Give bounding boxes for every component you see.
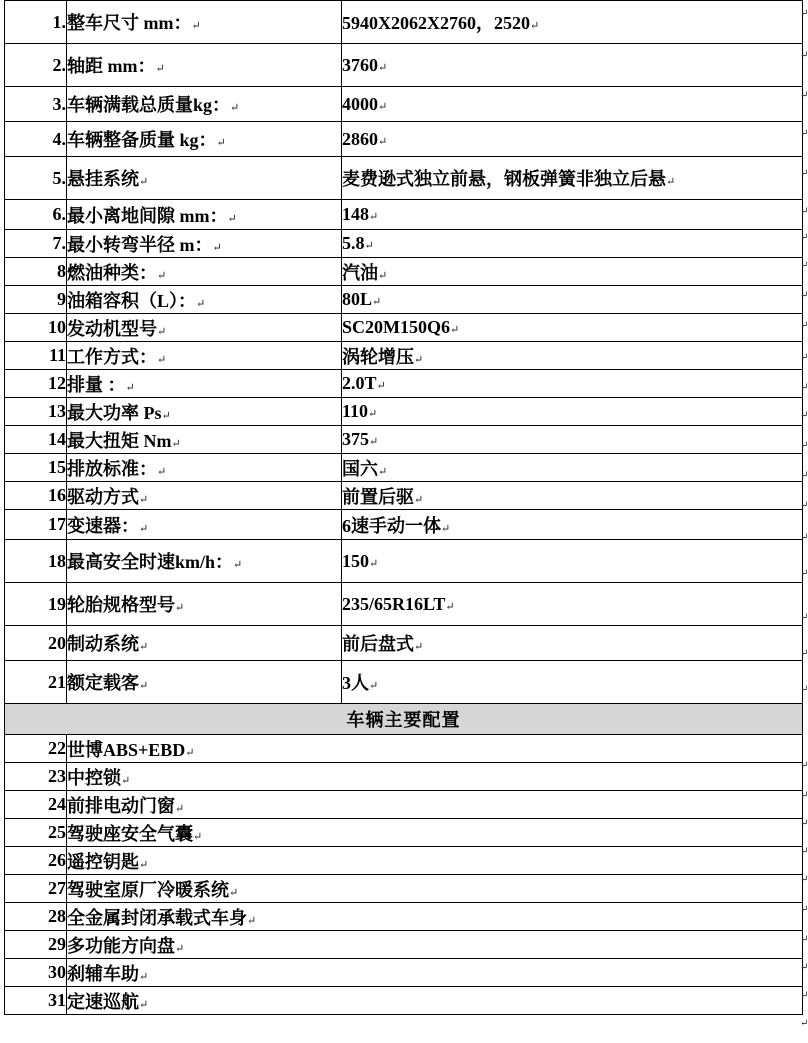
spec-value-text: 150 — [342, 550, 369, 571]
config-row-label — [67, 875, 803, 903]
paragraph-mark-icon: ↵ — [196, 297, 206, 310]
spec-row-label — [67, 510, 342, 540]
vehicle-spec-table — [4, 0, 803, 704]
paragraph-mark-icon: ↵ — [233, 559, 243, 571]
paragraph-mark-icon: ↵ — [800, 760, 808, 771]
spec-row-value — [342, 1, 803, 44]
spec-row-number: 8 — [5, 258, 67, 286]
paragraph-mark-icon: ↵ — [161, 409, 171, 422]
table-row — [5, 583, 803, 626]
table-row — [5, 482, 803, 510]
spec-row-number: 14 — [5, 426, 67, 454]
table-row — [5, 230, 803, 258]
paragraph-mark-icon: ↵ — [800, 790, 808, 801]
paragraph-mark-icon: ↵ — [800, 90, 808, 101]
paragraph-mark-icon: ↵ — [121, 774, 131, 787]
spec-row-value — [342, 426, 803, 454]
paragraph-mark-icon: ↵ — [139, 641, 149, 653]
paragraph-mark-icon: ↵ — [139, 522, 149, 535]
spec-row-label — [67, 314, 342, 342]
paragraph-mark-icon: ↵ — [441, 522, 451, 535]
paragraph-mark-icon: ↵ — [378, 269, 388, 282]
config-row-number: 26 — [5, 847, 67, 875]
config-row-label — [67, 763, 803, 791]
spec-value-text: 2860 — [342, 128, 378, 149]
spec-row-label — [67, 370, 342, 398]
spec-row-label — [67, 398, 342, 426]
spec-label-text: 轴距 mm： — [67, 56, 156, 76]
spec-label-text: 额定载客 — [67, 673, 139, 693]
paragraph-mark-icon: ↵ — [378, 465, 388, 478]
spec-value-text: 110 — [342, 401, 369, 421]
paragraph-mark-icon: ↵ — [157, 353, 167, 366]
spec-value-text: 汽油 — [342, 262, 378, 283]
spec-value-text: 6速手动一体 — [342, 515, 441, 536]
paragraph-mark-icon: ↵ — [175, 942, 185, 955]
table-row — [5, 157, 803, 200]
config-row-label — [67, 735, 803, 763]
config-row-number: 27 — [5, 875, 67, 903]
spec-row-number: 18 — [5, 540, 67, 583]
spec-row-number: 2. — [5, 44, 67, 87]
paragraph-mark-icon: ↵ — [800, 260, 808, 271]
paragraph-mark-icon: ↵ — [139, 176, 149, 188]
paragraph-mark-icon: ↵ — [800, 648, 808, 659]
config-label-text: 遥控钥匙 — [67, 851, 139, 872]
spec-row-label — [67, 583, 342, 626]
table-row — [5, 763, 803, 791]
table-row — [5, 44, 803, 87]
paragraph-mark-icon: ↵ — [364, 240, 374, 252]
spec-label-text: 发动机型号 — [67, 318, 157, 339]
spec-value-text: SC20M150Q6 — [342, 317, 450, 337]
paragraph-mark-icon: ↵ — [800, 290, 808, 301]
config-row-label — [67, 847, 803, 875]
paragraph-mark-icon: ↵ — [800, 470, 808, 481]
paragraph-mark-icon: ↵ — [800, 352, 808, 363]
paragraph-mark-icon: ↵ — [800, 410, 808, 421]
table-row — [5, 791, 803, 819]
spec-row-number: 19 — [5, 583, 67, 626]
config-row-number: 28 — [5, 903, 67, 931]
paragraph-mark-icon: ↵ — [800, 168, 808, 179]
spec-value-text: 5.8 — [342, 233, 365, 253]
paragraph-mark-icon: ↵ — [369, 557, 379, 570]
config-label-text: 中控锁 — [67, 767, 121, 788]
paragraph-mark-icon: ↵ — [229, 886, 239, 899]
spec-label-text: 最高安全时速km/h： — [67, 552, 234, 572]
paragraph-mark-icon: ↵ — [175, 802, 185, 815]
paragraph-mark-icon: ↵ — [530, 20, 540, 32]
paragraph-mark-icon: ↵ — [800, 846, 808, 857]
spec-label-text: 悬挂系统 — [67, 169, 139, 189]
paragraph-mark-icon: ↵ — [175, 602, 185, 614]
spec-label-text: 油箱容积（L）： — [67, 290, 197, 311]
paragraph-mark-icon: ↵ — [800, 1018, 808, 1029]
paragraph-mark-icon: ↵ — [216, 137, 226, 149]
paragraph-mark-icon: ↵ — [191, 20, 201, 32]
spec-row-label — [67, 454, 342, 482]
paragraph-mark-icon: ↵ — [157, 465, 167, 478]
config-row-number: 29 — [5, 931, 67, 959]
table-row — [5, 931, 803, 959]
spec-label-text: 车辆满载总质量kg： — [67, 95, 231, 115]
paragraph-mark-icon: ↵ — [414, 641, 424, 653]
paragraph-mark-icon: ↵ — [800, 128, 808, 139]
config-row-label — [67, 959, 803, 987]
config-row-number: 24 — [5, 791, 67, 819]
spec-row-value — [342, 87, 803, 122]
paragraph-mark-icon: ↵ — [800, 934, 808, 945]
spec-row-number: 12 — [5, 370, 67, 398]
spec-row-value — [342, 540, 803, 583]
spec-row-value — [342, 583, 803, 626]
spec-row-value — [342, 157, 803, 200]
config-label-text: 刹辅车助 — [67, 963, 139, 984]
spec-label-text: 整车尺寸 mm： — [67, 13, 192, 33]
table-row — [5, 286, 803, 314]
table-row — [5, 454, 803, 482]
config-label-text: 全金属封闭承载式车身 — [67, 907, 247, 928]
paragraph-mark-icon: ↵ — [800, 532, 808, 543]
paragraph-mark-icon: ↵ — [800, 612, 808, 623]
spec-label-text: 最小转弯半径 m： — [67, 234, 213, 255]
paragraph-mark-icon: ↵ — [230, 102, 240, 114]
spec-row-number: 4. — [5, 122, 67, 157]
config-row-number: 31 — [5, 987, 67, 1015]
paragraph-mark-icon: ↵ — [800, 320, 808, 331]
paragraph-mark-icon: ↵ — [193, 830, 203, 843]
paragraph-mark-icon: ↵ — [378, 135, 388, 148]
spec-value-text: 375 — [342, 429, 369, 449]
spec-value-text: 148 — [342, 204, 369, 224]
paragraph-mark-icon: ↵ — [800, 874, 808, 885]
paragraph-mark-icon: ↵ — [139, 858, 149, 871]
paragraph-mark-icon: ↵ — [125, 381, 135, 394]
paragraph-mark-icon: ↵ — [139, 970, 149, 983]
spec-value-text: 前后盘式 — [342, 634, 414, 654]
spec-row-value — [342, 314, 803, 342]
paragraph-mark-icon: ↵ — [368, 408, 378, 420]
paragraph-mark-icon: ↵ — [445, 600, 455, 613]
paragraph-mark-icon: ↵ — [800, 990, 808, 1001]
spec-row-number: 15 — [5, 454, 67, 482]
paragraph-mark-icon: ↵ — [227, 212, 237, 225]
table-row — [5, 1, 803, 44]
spec-label-text: 轮胎规格型号 — [67, 595, 175, 615]
spec-row-label — [67, 157, 342, 200]
spec-value-text: 5940X2062X2760，2520 — [342, 13, 530, 33]
table-row — [5, 342, 803, 370]
table-row — [5, 735, 803, 763]
config-row-label — [67, 931, 803, 959]
spec-label-text: 排放标准： — [67, 458, 157, 479]
spec-row-label — [67, 626, 342, 661]
spec-row-label — [67, 87, 342, 122]
config-row-number: 23 — [5, 763, 67, 791]
paragraph-mark-icon: ↵ — [414, 353, 424, 366]
config-row-label — [67, 791, 803, 819]
spec-row-value — [342, 258, 803, 286]
spec-value-text: 2.0T — [342, 373, 377, 393]
spec-row-label — [67, 44, 342, 87]
table-row — [5, 510, 803, 540]
spec-row-label — [67, 342, 342, 370]
paragraph-mark-icon: ↵ — [378, 61, 388, 74]
spec-label-text: 工作方式： — [67, 346, 157, 367]
spec-row-number: 17 — [5, 510, 67, 540]
table-row — [5, 370, 803, 398]
spec-row-label — [67, 200, 342, 230]
spec-row-value — [342, 370, 803, 398]
spec-label-text: 驱动方式 — [67, 486, 139, 507]
paragraph-mark-icon: ↵ — [139, 998, 149, 1011]
paragraph-mark-icon: ↵ — [800, 232, 808, 243]
paragraph-mark-icon: ↵ — [185, 746, 195, 759]
paragraph-mark-icon: ↵ — [800, 500, 808, 511]
table-row — [5, 258, 803, 286]
table-row — [5, 987, 803, 1015]
paragraph-mark-icon: ↵ — [155, 63, 165, 75]
config-row-label — [67, 819, 803, 847]
spec-row-value — [342, 482, 803, 510]
spec-row-number: 11 — [5, 342, 67, 370]
paragraph-mark-icon: ↵ — [800, 568, 808, 579]
spec-row-label — [67, 661, 342, 704]
spec-label-text: 车辆整备质量 kg： — [67, 130, 217, 150]
spec-row-value — [342, 626, 803, 661]
spec-row-label — [67, 230, 342, 258]
config-row-number: 22 — [5, 735, 67, 763]
spec-row-value — [342, 122, 803, 157]
spec-row-number: 6. — [5, 200, 67, 230]
paragraph-mark-icon: ↵ — [666, 176, 676, 188]
spec-row-label — [67, 540, 342, 583]
config-row-label — [67, 987, 803, 1015]
config-label-text: 驾驶座安全气囊 — [67, 823, 193, 844]
config-section-title: 车辆主要配置 — [5, 704, 803, 735]
paragraph-mark-icon: ↵ — [139, 680, 149, 692]
spec-value-text: 3人 — [342, 673, 369, 693]
spec-row-value — [342, 398, 803, 426]
spec-row-number: 9 — [5, 286, 67, 314]
paragraph-mark-icon: ↵ — [800, 8, 808, 19]
table-row — [5, 200, 803, 230]
config-label-text: 驾驶室原厂冷暖系统 — [67, 879, 229, 900]
spec-value-text: 235/65R16LT — [342, 593, 446, 614]
spec-value-text: 3760 — [342, 54, 378, 75]
spec-row-label — [67, 258, 342, 286]
paragraph-mark-icon: ↵ — [157, 325, 167, 338]
spec-row-number: 5. — [5, 157, 67, 200]
spec-row-label — [67, 426, 342, 454]
config-row-label — [67, 903, 803, 931]
spec-row-label — [67, 1, 342, 44]
spec-row-label — [67, 286, 342, 314]
paragraph-mark-icon: ↵ — [800, 50, 808, 61]
paragraph-mark-icon: ↵ — [800, 684, 808, 695]
spec-row-value — [342, 661, 803, 704]
paragraph-mark-icon: ↵ — [414, 493, 424, 506]
spec-row-label — [67, 482, 342, 510]
paragraph-mark-icon: ↵ — [212, 241, 222, 254]
spec-value-text: 4000 — [342, 93, 378, 114]
spec-row-value — [342, 454, 803, 482]
spec-rows-body — [5, 1, 803, 704]
spec-row-number: 16 — [5, 482, 67, 510]
spec-label-text: 燃油种类： — [67, 262, 157, 283]
spec-label-text: 制动系统 — [67, 634, 139, 654]
paragraph-mark-icon: ↵ — [372, 296, 382, 308]
table-row — [5, 875, 803, 903]
paragraph-mark-icon: ↵ — [157, 269, 167, 282]
table-row — [5, 426, 803, 454]
spec-row-number: 1. — [5, 1, 67, 44]
spec-label-text: 最小离地间隙 mm： — [67, 205, 228, 226]
spec-row-number: 21 — [5, 661, 67, 704]
paragraph-mark-icon: ↵ — [800, 382, 808, 393]
spec-row-number: 13 — [5, 398, 67, 426]
spec-label-text: 最大扭矩 Nm — [67, 430, 172, 451]
spec-value-text: 前置后驱 — [342, 486, 414, 507]
spec-value-text: 麦费逊式独立前悬，钢板弹簧非独立后悬 — [342, 169, 666, 189]
paragraph-mark-icon: ↵ — [800, 962, 808, 973]
config-label-text: 前排电动门窗 — [67, 795, 175, 816]
table-row — [5, 959, 803, 987]
spec-value-text: 80L — [342, 289, 373, 309]
spec-label-text: 最大功率 Ps — [67, 402, 162, 423]
spec-row-value — [342, 230, 803, 258]
vehicle-config-table — [4, 703, 803, 1015]
table-row — [5, 847, 803, 875]
spec-row-value — [342, 510, 803, 540]
table-row — [5, 87, 803, 122]
config-row-number: 30 — [5, 959, 67, 987]
config-label-text: 定速巡航 — [67, 991, 139, 1012]
spec-row-label — [67, 122, 342, 157]
paragraph-mark-icon: ↵ — [800, 206, 808, 217]
spec-value-text: 涡轮增压 — [342, 346, 414, 367]
spec-row-value — [342, 44, 803, 87]
table-row — [5, 540, 803, 583]
table-row — [5, 314, 803, 342]
table-row — [5, 903, 803, 931]
spec-row-number: 7. — [5, 230, 67, 258]
paragraph-mark-icon: ↵ — [800, 904, 808, 915]
paragraph-mark-icon: ↵ — [369, 680, 379, 692]
paragraph-mark-icon: ↵ — [800, 440, 808, 451]
table-row — [5, 398, 803, 426]
spec-row-value — [342, 200, 803, 230]
paragraph-mark-icon: ↵ — [247, 914, 257, 927]
spec-label-text: 排量 ： — [67, 374, 126, 395]
config-label-text: 多功能方向盘 — [67, 935, 175, 956]
config-rows-body — [5, 704, 803, 1015]
table-row — [5, 819, 803, 847]
table-row — [5, 122, 803, 157]
spec-row-value — [342, 342, 803, 370]
paragraph-mark-icon: ↵ — [378, 100, 388, 113]
spec-row-number: 20 — [5, 626, 67, 661]
config-label-text: 世博ABS+EBD — [67, 739, 186, 760]
paragraph-mark-icon: ↵ — [171, 437, 181, 450]
paragraph-mark-icon: ↵ — [369, 436, 379, 448]
spec-label-text: 变速器： — [67, 515, 139, 536]
paragraph-mark-icon: ↵ — [139, 493, 149, 506]
paragraph-mark-icon: ↵ — [450, 324, 460, 336]
paragraph-mark-icon: ↵ — [376, 380, 386, 392]
table-row — [5, 661, 803, 704]
config-section-header-row — [5, 704, 803, 735]
paragraph-mark-icon: ↵ — [800, 818, 808, 829]
spec-row-number: 3. — [5, 87, 67, 122]
spec-row-number: 10 — [5, 314, 67, 342]
spec-value-text: 国六 — [342, 458, 378, 479]
paragraph-mark-icon: ↵ — [369, 211, 379, 223]
config-row-number: 25 — [5, 819, 67, 847]
spec-row-value — [342, 286, 803, 314]
table-row — [5, 626, 803, 661]
